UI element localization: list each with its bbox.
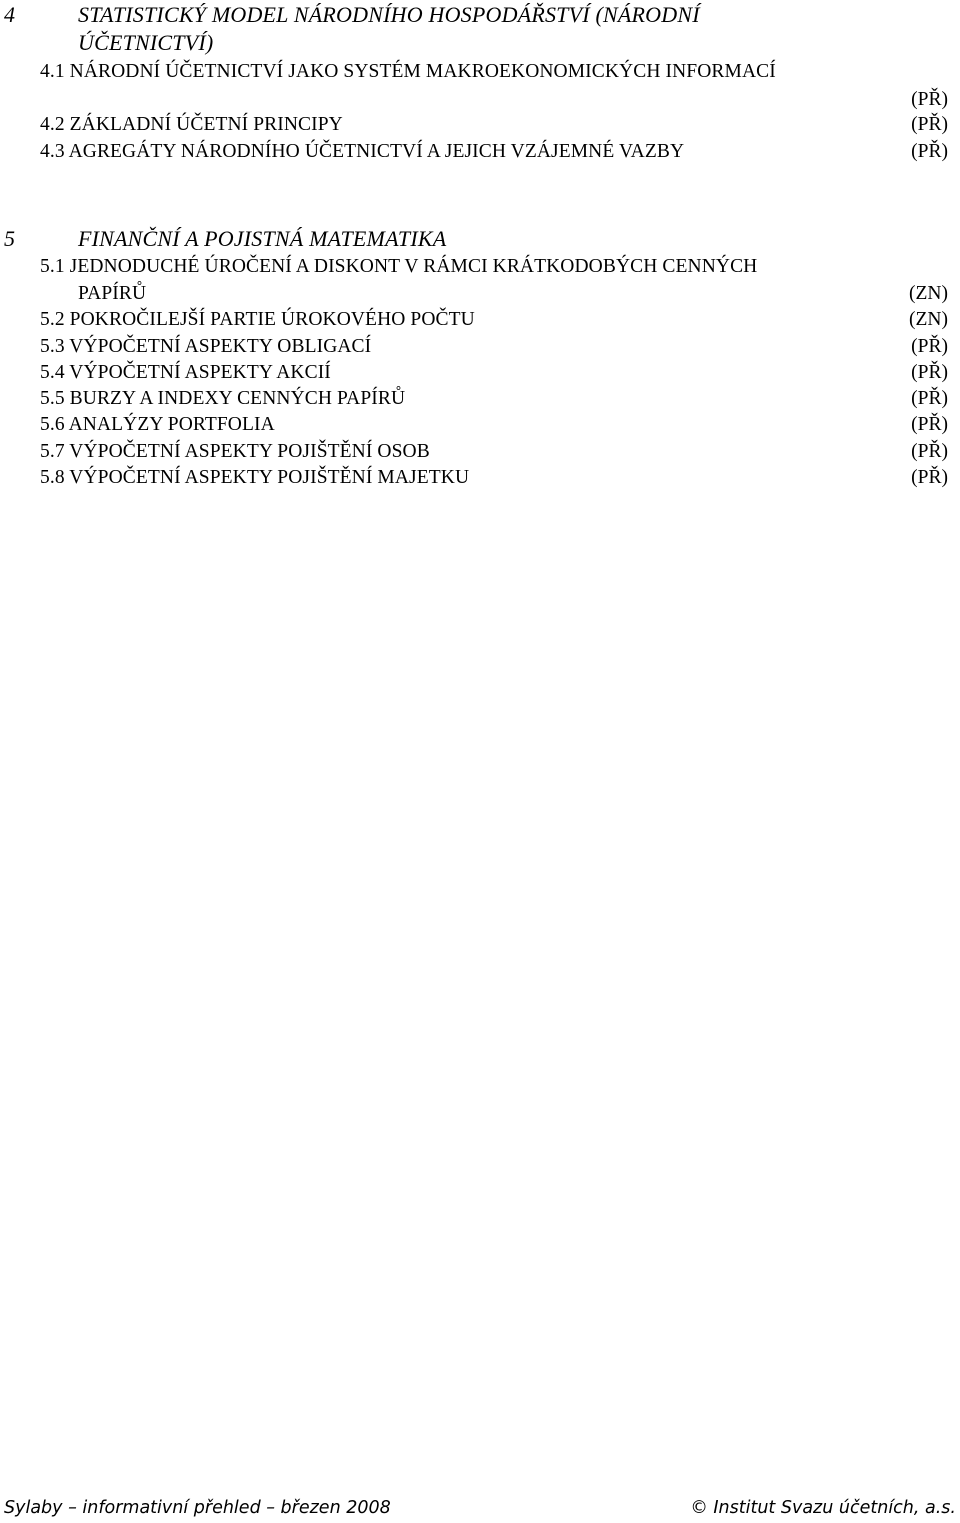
section-5-8: 5.8 VÝPOČETNÍ ASPEKTY POJIŠTĚNÍ MAJETKU [40, 467, 470, 488]
section-5-7-tag: (PŘ) [911, 441, 948, 462]
footer-right: © Institut Svazu účetních, a.s. [690, 1498, 956, 1518]
section-5-7: 5.7 VÝPOČETNÍ ASPEKTY POJIŠTĚNÍ OSOB [40, 441, 430, 462]
footer-left: Sylaby – informativní přehled – březen 2008 [4, 1498, 391, 1518]
section-5-6-tag: (PŘ) [911, 414, 948, 435]
section-5-1-line2: PAPÍRŮ [78, 283, 147, 304]
section-4-2: 4.2 ZÁKLADNÍ ÚČETNÍ PRINCIPY [40, 114, 343, 135]
section-4-3: 4.3 AGREGÁTY NÁRODNÍHO ÚČETNICTVÍ A JEJICH VZÁJEMNÉ VAZBY [40, 141, 685, 162]
section-5-2: 5.2 POKROČILEJŠÍ PARTIE ÚROKOVÉHO POČTU [40, 309, 475, 330]
section-5-5: 5.5 BURZY A INDEXY CENNÝCH PAPÍRŮ [40, 388, 406, 409]
section-5-5-tag: (PŘ) [911, 388, 948, 409]
section-4-3-tag: (PŘ) [911, 141, 948, 162]
section-4-2-tag: (PŘ) [911, 114, 948, 135]
chapter-4-number: 4 [4, 2, 15, 27]
section-4-1: 4.1 NÁRODNÍ ÚČETNICTVÍ JAKO SYSTÉM MAKROEKONOMICKÝCH INFORMACÍ [40, 61, 776, 82]
section-5-1: 5.1 JEDNODUCHÉ ÚROČENÍ A DISKONT V RÁMCI KRÁTKODOBÝCH CENNÝCH [40, 256, 758, 277]
section-5-6: 5.6 ANALÝZY PORTFOLIA [40, 414, 275, 435]
chapter-5-number: 5 [4, 226, 15, 251]
section-5-2-tag: (ZN) [909, 309, 948, 330]
section-5-4-tag: (PŘ) [911, 362, 948, 383]
chapter-4-title-line1: STATISTICKÝ MODEL NÁRODNÍHO HOSPODÁŘSTVÍ (NÁRODNÍ [78, 2, 700, 27]
section-5-3: 5.3 VÝPOČETNÍ ASPEKTY OBLIGACÍ [40, 336, 372, 357]
section-5-8-tag: (PŘ) [911, 467, 948, 488]
section-4-1-tag: (PŘ) [911, 89, 948, 110]
chapter-5-title: FINANČNÍ A POJISTNÁ MATEMATIKA [78, 226, 447, 251]
section-5-1-tag: (ZN) [909, 283, 948, 304]
section-5-4: 5.4 VÝPOČETNÍ ASPEKTY AKCIÍ [40, 362, 331, 383]
chapter-4-title-line2: ÚČETNICTVÍ) [78, 30, 214, 55]
section-5-3-tag: (PŘ) [911, 336, 948, 357]
